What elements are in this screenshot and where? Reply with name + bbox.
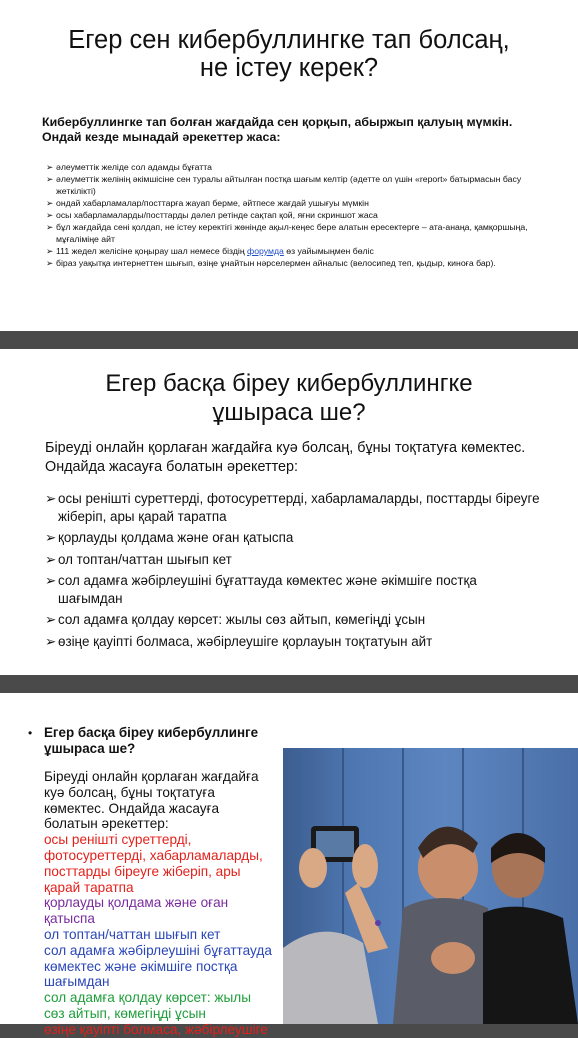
slide3-item-green: сол адамға қолдау көрсет: жылы сөз айтып, көмегіңді ұсын <box>44 990 251 1021</box>
arrow-bullet-icon: ➢ <box>46 174 54 185</box>
slide-what-to-do <box>0 0 578 331</box>
list-item: ➢ сол адамға қолдау көрсет: жылы сөз айтып, көмегіңді ұсын <box>45 612 426 627</box>
arrow-bullet-icon: ➢ <box>45 491 57 506</box>
slide2-title <box>0 369 578 427</box>
arrow-bullet-icon: ➢ <box>46 246 54 257</box>
bullying-illustration <box>283 748 578 1024</box>
arrow-bullet-icon: ➢ <box>46 222 54 233</box>
bullet-dot: • <box>28 726 33 740</box>
arrow-bullet-icon: ➢ <box>45 530 57 545</box>
list-item: ➢ қорлауды қолдама және оған қатыспа <box>45 530 294 545</box>
arrow-bullet-icon: ➢ <box>45 551 57 567</box>
slide2-action-list <box>45 490 545 654</box>
arrow-bullet-icon: ➢ <box>45 612 57 627</box>
list-item: ➢ біраз уақытқа интернеттен шығып, өзіңе ұнайтын нәрселермен айналыс (велосипед теп, қыдыр, киноға бар). <box>46 258 496 269</box>
slide3-body <box>44 769 304 1038</box>
list-item: ➢ бұл жағдайда сені қолдап, не істеу керектігі жөнінде ақыл-кеңес бере алатын ересектерге – ата-анаңа, қамқоршыңа, мұғалімiңе айт <box>46 222 528 244</box>
arrow-bullet-icon: ➢ <box>46 162 54 172</box>
slide2-title-line2: ұшыраса ше? <box>212 399 366 426</box>
list-item-helpline: ➢ 111 жедел желісіне қоңырау шал немесе біздің форумда өз уайымыңмен бөліс <box>46 246 374 257</box>
slide3-heading: Егер басқа біреу кибербуллинге ұшыраса ше? <box>44 725 259 756</box>
list-item: ➢ өзіңе қауіпті болмаса, жәбірлеушіге қорлауын тоқтатуын айт <box>45 633 433 649</box>
list-item: ➢ осы хабарламаларды/посттарды дәлел ретінде сақтап қой, яғни скриншот жаса <box>46 210 378 221</box>
list-item: ➢ ол топтан/чаттан шығып кет <box>45 551 232 567</box>
arrow-bullet-icon: ➢ <box>46 210 54 221</box>
slide-colored-summary <box>0 693 578 1037</box>
slide2-intro: Біреуді онлайн қорлаған жағдайға куә болсаң, бұны тоқтатуға көмектес. Ондайда жасауға болатын әрекеттер: <box>45 440 526 475</box>
list-item: ➢ әлеуметтік желіде сол адамды бұғатта <box>46 162 212 172</box>
slide3-intro: Біреуді онлайн қорлаған жағдайға куә болсаң, бұны тоқтатуға көмектес. Ондайда жасауға болатын әрекеттер: <box>44 769 259 832</box>
slide3-item-blue: ол топтан/чаттан шығып кет сол адамға жәбірлеушіні бұғаттауда көмектес және әкімшіге постқа шағымдан <box>44 926 272 990</box>
slide1-title-line1: Егер сен кибербуллингке тап болсаң, <box>68 26 510 54</box>
slide1-title-line2: не істеу керек? <box>199 54 379 82</box>
list-item: ➢ сол адамға жәбірлеушіні бұғаттауда көмектес және әкімшіге постқа шағымдан <box>45 573 477 606</box>
slide3-item-red: осы ренішті суреттерді, фотосуреттерді, хабарламаларды, посттарды біреуге жіберіп, ары қарай таратпа <box>44 832 263 895</box>
arrow-bullet-icon: ➢ <box>45 573 57 588</box>
arrow-bullet-icon: ➢ <box>45 633 57 649</box>
bullying-photo <box>283 748 578 1024</box>
slide1-action-list <box>46 162 546 271</box>
arrow-bullet-icon: ➢ <box>46 197 54 208</box>
slide-if-someone-else <box>0 349 578 675</box>
forum-link[interactable]: форумда <box>247 246 284 257</box>
list-item: ➢ ондай хабарламалар/посттарға жауап берме, әйтпесе жағдай ушығуы мүмкін <box>46 197 369 208</box>
slide3-item-purple: қорлауды қолдама және оған қатыспа <box>44 895 229 927</box>
slide3-item-red-2: өзіңе қауіпті болмаса, жәбірлеушіге <box>44 1021 268 1037</box>
list-item: ➢ осы ренішті суреттерді, фотосуреттерді, хабарламаларды, посттарды біреуге жіберіп, ары қарай таратпа <box>45 491 540 524</box>
slide2-title-line1: Егер басқа біреу кибербуллингке <box>105 370 473 397</box>
list-item: ➢ әлеуметтік желінің әкімшісіне сен туралы айтылған постқа шағым келтір (әдетте ол үшін «report» батырмасын басу жеткілікті) <box>46 174 522 196</box>
arrow-bullet-icon: ➢ <box>46 258 54 269</box>
slide1-title <box>0 26 578 82</box>
slide1-intro: Кибербуллингке тап болған жағдайда сен қорқып, абыржып қалуың мүмкін. Ондай кезде мынадай әрекеттер жаса: <box>42 115 513 144</box>
